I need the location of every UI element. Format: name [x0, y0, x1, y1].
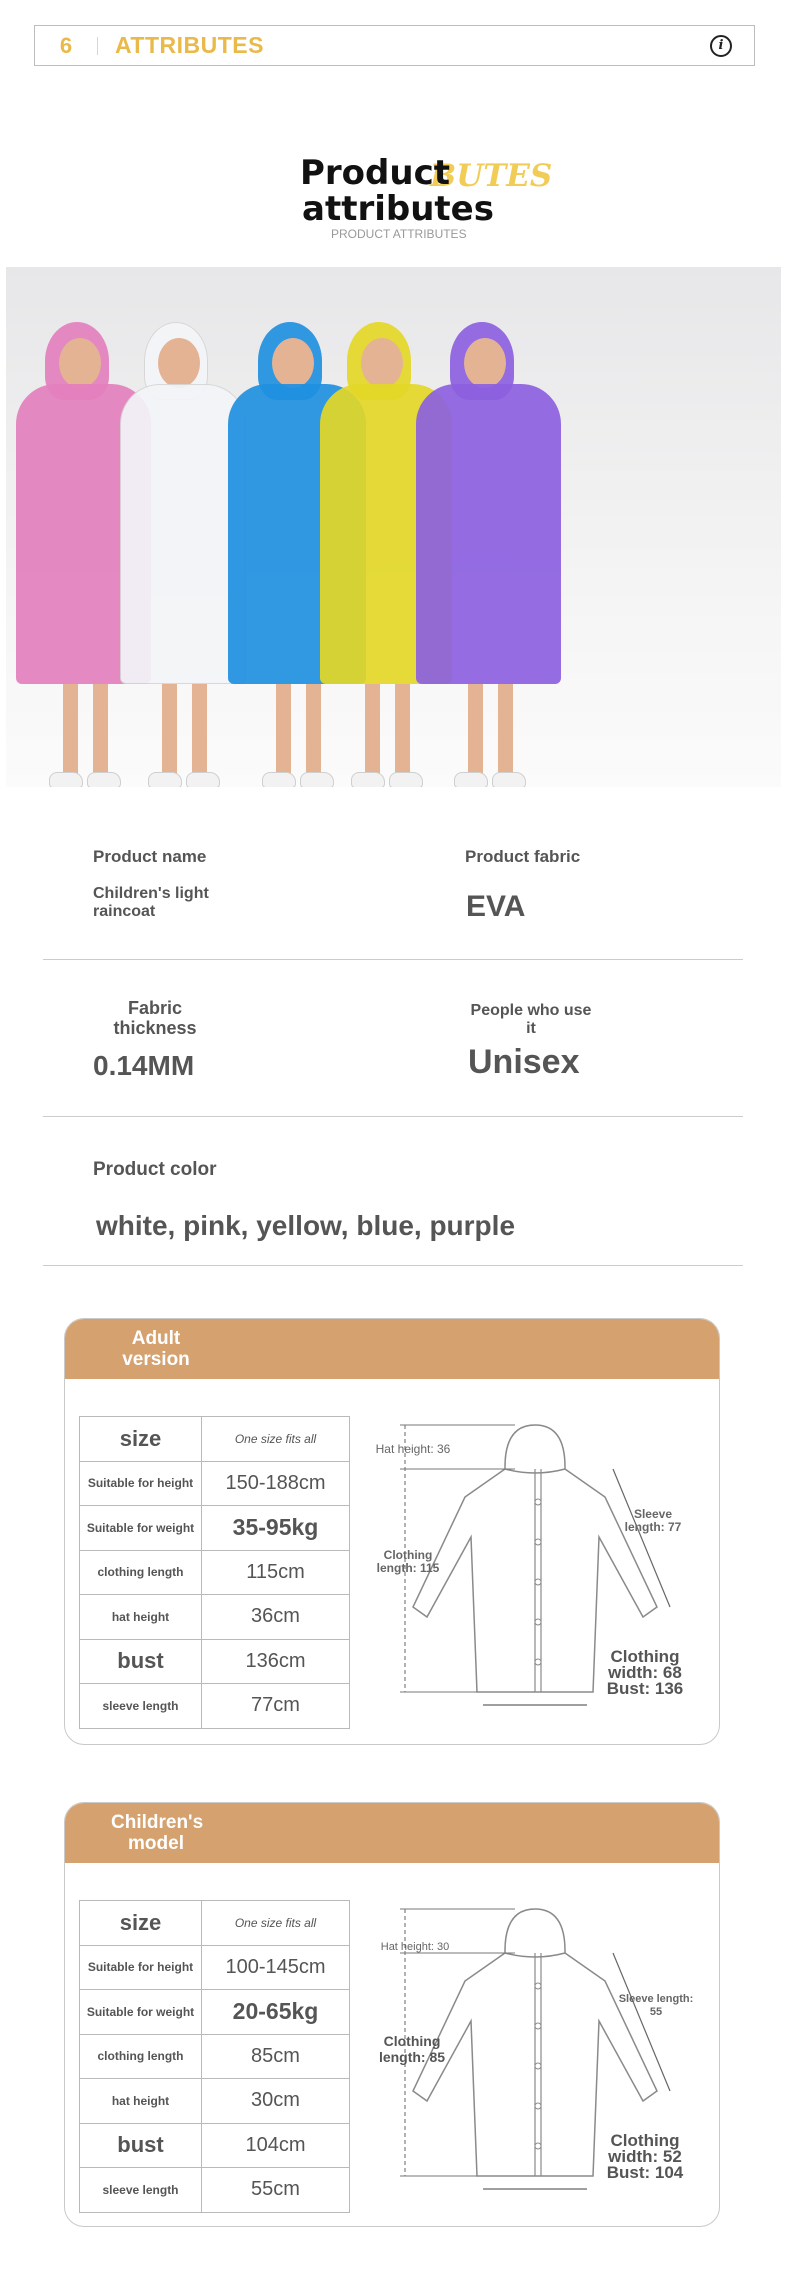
heading-subtitle: PRODUCT ATTRIBUTES	[331, 227, 467, 241]
size-value-cell: 85cm	[202, 2034, 350, 2079]
child-shoe	[186, 772, 220, 787]
size-key-cell: hat height	[80, 2079, 202, 2124]
button-dot	[535, 1983, 541, 1989]
adult-banner	[65, 1319, 719, 1379]
child-face	[464, 338, 506, 388]
child-face	[158, 338, 200, 388]
size-table-row	[80, 2123, 350, 2168]
size-table-row	[80, 1901, 350, 1946]
size-key-cell: sleeve length	[80, 2168, 202, 2213]
child-shoe	[262, 772, 296, 787]
child-face	[272, 338, 314, 388]
info-icon[interactable]: i	[710, 35, 732, 57]
child-leg	[276, 684, 291, 774]
product-color-value: white, pink, yellow, blue, purple	[96, 1210, 516, 1241]
child-shoe	[49, 772, 83, 787]
section-header	[34, 25, 755, 66]
child-shoe	[351, 772, 385, 787]
hood-outline	[505, 1909, 565, 1957]
child-shoe	[492, 772, 526, 787]
child-leg	[468, 684, 483, 774]
children-hat-height-label: Hat height: 30	[380, 1941, 450, 1953]
section-title: ATTRIBUTES	[115, 32, 264, 58]
product-name-label: Product name	[93, 847, 207, 866]
button-dot	[535, 1659, 541, 1665]
size-value-cell: 36cm	[202, 1595, 350, 1640]
heading-line-2: attributes	[302, 189, 494, 229]
size-key-cell: size	[80, 1417, 202, 1462]
size-key-cell: size	[80, 1901, 202, 1946]
size-value-cell: 30cm	[202, 2079, 350, 2124]
button-dot	[535, 1579, 541, 1585]
child-leg	[395, 684, 410, 774]
product-color-label: Product color	[93, 1159, 217, 1180]
product-name-value: Children's light raincoat	[93, 885, 209, 920]
divider	[43, 1265, 743, 1266]
size-value-cell: 104cm	[202, 2123, 350, 2168]
children-size-table	[79, 1900, 350, 2213]
button-dot	[535, 2023, 541, 2029]
size-key-cell: hat height	[80, 1595, 202, 1640]
button-dot	[535, 2063, 541, 2069]
size-value-cell: 55cm	[202, 2168, 350, 2213]
adult-hat-height-label: Hat height: 36	[375, 1442, 451, 1456]
adult-bust-label: Bust: 136	[606, 1679, 684, 1698]
size-table-row	[80, 2079, 350, 2124]
heading-title	[300, 155, 494, 227]
size-table-row	[80, 1595, 350, 1640]
child-leg	[63, 684, 78, 774]
size-key-cell: bust	[80, 1639, 202, 1684]
button-dot	[535, 1619, 541, 1625]
size-table-row	[80, 1639, 350, 1684]
divider	[43, 1116, 743, 1117]
children-title: Children's model	[111, 1812, 204, 1854]
size-value-cell: 150-188cm	[202, 1461, 350, 1506]
size-key-cell: sleeve length	[80, 1684, 202, 1729]
adult-title: Adult version	[122, 1328, 190, 1370]
size-key-cell: Suitable for height	[80, 1945, 202, 1990]
product-attributes-heading	[0, 145, 790, 245]
size-value-cell: One size fits all	[202, 1901, 350, 1946]
child-face	[361, 338, 403, 388]
section-number: 6	[59, 32, 73, 58]
child-shoe	[454, 772, 488, 787]
size-value-cell: 115cm	[202, 1550, 350, 1595]
size-value-cell: One size fits all	[202, 1417, 350, 1462]
size-value-cell: 100-145cm	[202, 1945, 350, 1990]
sleeve-dimension	[613, 1953, 670, 2091]
child-in-raincoat	[416, 322, 561, 787]
children-bust-label: Bust: 104	[606, 2163, 684, 2182]
size-table-row	[80, 1506, 350, 1551]
size-value-cell: 136cm	[202, 1639, 350, 1684]
button-dot	[535, 2143, 541, 2149]
product-fabric-label: Product fabric	[465, 847, 581, 866]
size-table-row	[80, 1945, 350, 1990]
child-leg	[93, 684, 108, 774]
size-value-cell: 20-65kg	[202, 1990, 350, 2035]
size-key-cell: clothing length	[80, 1550, 202, 1595]
hood-outline	[505, 1425, 565, 1473]
size-key-cell: Suitable for weight	[80, 1990, 202, 2035]
sleeve-dimension	[613, 1469, 670, 1607]
adult-size-table	[79, 1416, 350, 1729]
size-key-cell: bust	[80, 2123, 202, 2168]
button-dot	[535, 1499, 541, 1505]
children-sleeve-length-label: Sleeve length: 55	[618, 1993, 694, 2018]
size-key-cell: Suitable for weight	[80, 1506, 202, 1551]
adult-clothing-length-label: Clothing length: 115	[376, 1548, 440, 1575]
size-key-cell: clothing length	[80, 2034, 202, 2079]
child-leg	[162, 684, 177, 774]
heading-line-1: Product	[300, 153, 450, 193]
divider	[43, 959, 743, 960]
child-leg	[498, 684, 513, 774]
button-dot	[535, 2103, 541, 2109]
fabric-thickness-label: Fabric thickness	[113, 998, 197, 1038]
people-who-use-label: People who use it	[470, 1002, 592, 1037]
size-value-cell: 35-95kg	[202, 1506, 350, 1551]
heading-ghost-text: BUTES	[430, 158, 553, 194]
size-table-row	[80, 1684, 350, 1729]
divider	[97, 37, 98, 55]
size-table-row	[80, 1417, 350, 1462]
size-table-row	[80, 1550, 350, 1595]
children-size-card	[64, 1802, 720, 2227]
child-shoe	[148, 772, 182, 787]
children-banner	[65, 1803, 719, 1863]
raincoat-body	[416, 384, 561, 684]
product-photo	[6, 267, 781, 787]
fabric-thickness-value: 0.14MM	[93, 1050, 195, 1081]
children-clothing-length-label: Clothing length: 85	[378, 2033, 446, 2065]
child-face	[59, 338, 101, 388]
adult-size-card	[64, 1318, 720, 1745]
child-leg	[192, 684, 207, 774]
child-shoe	[87, 772, 121, 787]
size-key-cell: Suitable for height	[80, 1461, 202, 1506]
product-fabric-value: EVA	[466, 890, 526, 923]
size-table-row	[80, 2168, 350, 2213]
adult-sleeve-length-label: Sleeve length: 77	[624, 1507, 682, 1534]
size-table-row	[80, 2034, 350, 2079]
child-leg	[365, 684, 380, 774]
size-table-row	[80, 1990, 350, 2035]
size-value-cell: 77cm	[202, 1684, 350, 1729]
button-dot	[535, 1539, 541, 1545]
child-leg	[306, 684, 321, 774]
people-who-use-value: Unisex	[468, 1043, 580, 1081]
children-clothing-width-label: Clothing width: 52	[608, 2131, 682, 2166]
size-table-row	[80, 1461, 350, 1506]
adult-clothing-width-label: Clothing width: 68	[608, 1647, 682, 1682]
